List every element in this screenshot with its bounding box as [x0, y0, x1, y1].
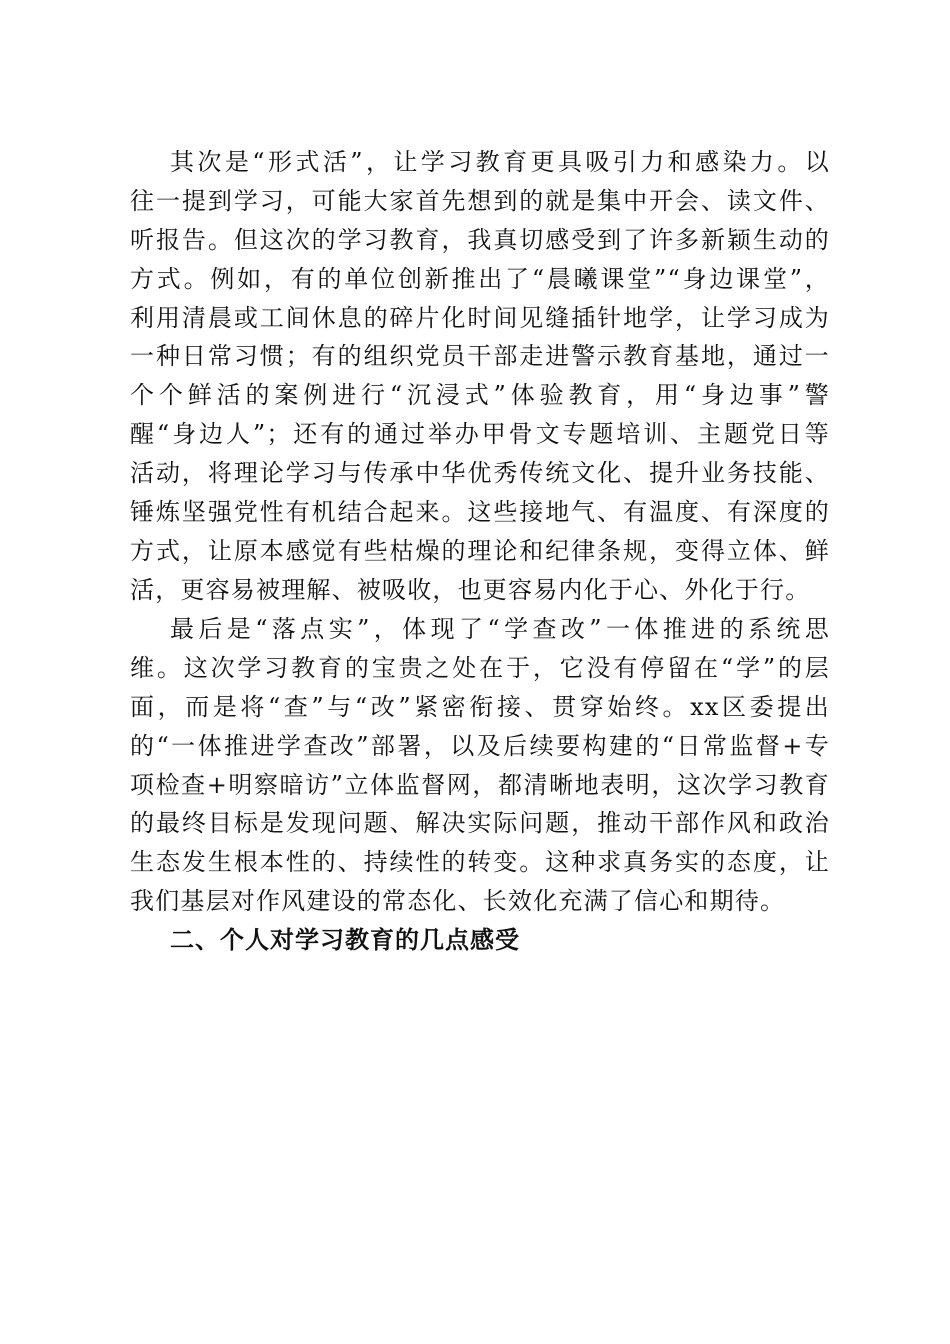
paragraph-landing-solid [130, 610, 830, 921]
paragraph-line: 听报告。但这次的学习教育，我真切感受到了许多新颖生动的 [130, 225, 830, 254]
paragraph-line: 维。这次学习教育的宝贵之处在于，它没有停留在“学”的层 [130, 653, 830, 682]
section-heading: 二、个人对学习教育的几点感受 [170, 926, 520, 954]
paragraph-line: 利用清晨或工间休息的碎片化时间见缝插针地学，让学习成为 [130, 303, 830, 332]
paragraph-line: 生态发生根本性的、持续性的转变。这种求真务实的态度，让 [130, 848, 830, 877]
paragraph-line: 的最终目标是发现问题、解决实际问题，推动干部作风和政治 [130, 809, 830, 838]
paragraph-line: 活，更容易被理解、被吸收，也更容易内化于心、外化于行。 [130, 575, 811, 604]
paragraph-line: 其次是“形式活”，让学习教育更具吸引力和感染力。以 [170, 148, 830, 176]
paragraph-line: 的“一体推进学查改”部署，以及后续要构建的“日常监督+专 [130, 731, 830, 760]
paragraph-line: 项检查+明察暗访”立体监督网，都清晰地表明，这次学习教育 [130, 770, 830, 799]
paragraph-line: 往一提到学习，可能大家首先想到的就是集中开会、读文件、 [130, 186, 830, 215]
paragraph-line: 醒“身边人”；还有的通过举办甲骨文专题培训、主题党日等 [130, 420, 830, 449]
paragraph-line: 个个鲜活的案例进行“沉浸式”体验教育，用“身边事”警 [130, 381, 830, 410]
paragraph-line: 最后是“落点实”，体现了“学查改”一体推进的系统思 [170, 615, 830, 643]
paragraph-form-lively [130, 143, 830, 610]
paragraph-line: 锤炼坚强党性有机结合起来。这些接地气、有温度、有深度的 [130, 498, 830, 527]
paragraph-line: 我们基层对作风建设的常态化、长效化充满了信心和期待。 [130, 887, 786, 916]
paragraph-line: 方式，让原本感觉有些枯燥的理论和纪律条规，变得立体、鲜 [130, 536, 830, 565]
paragraph-line: 面，而是将“查”与“改”紧密衔接、贯穿始终。xx区委提出 [130, 692, 830, 721]
paragraph-line: 一种日常习惯；有的组织党员干部走进警示教育基地，通过一 [130, 342, 830, 371]
paragraph-line: 方式。例如，有的单位创新推出了“晨曦课堂”“身边课堂”， [130, 264, 830, 293]
paragraph-line: 活动，将理论学习与传承中华优秀传统文化、提升业务技能、 [130, 459, 830, 488]
